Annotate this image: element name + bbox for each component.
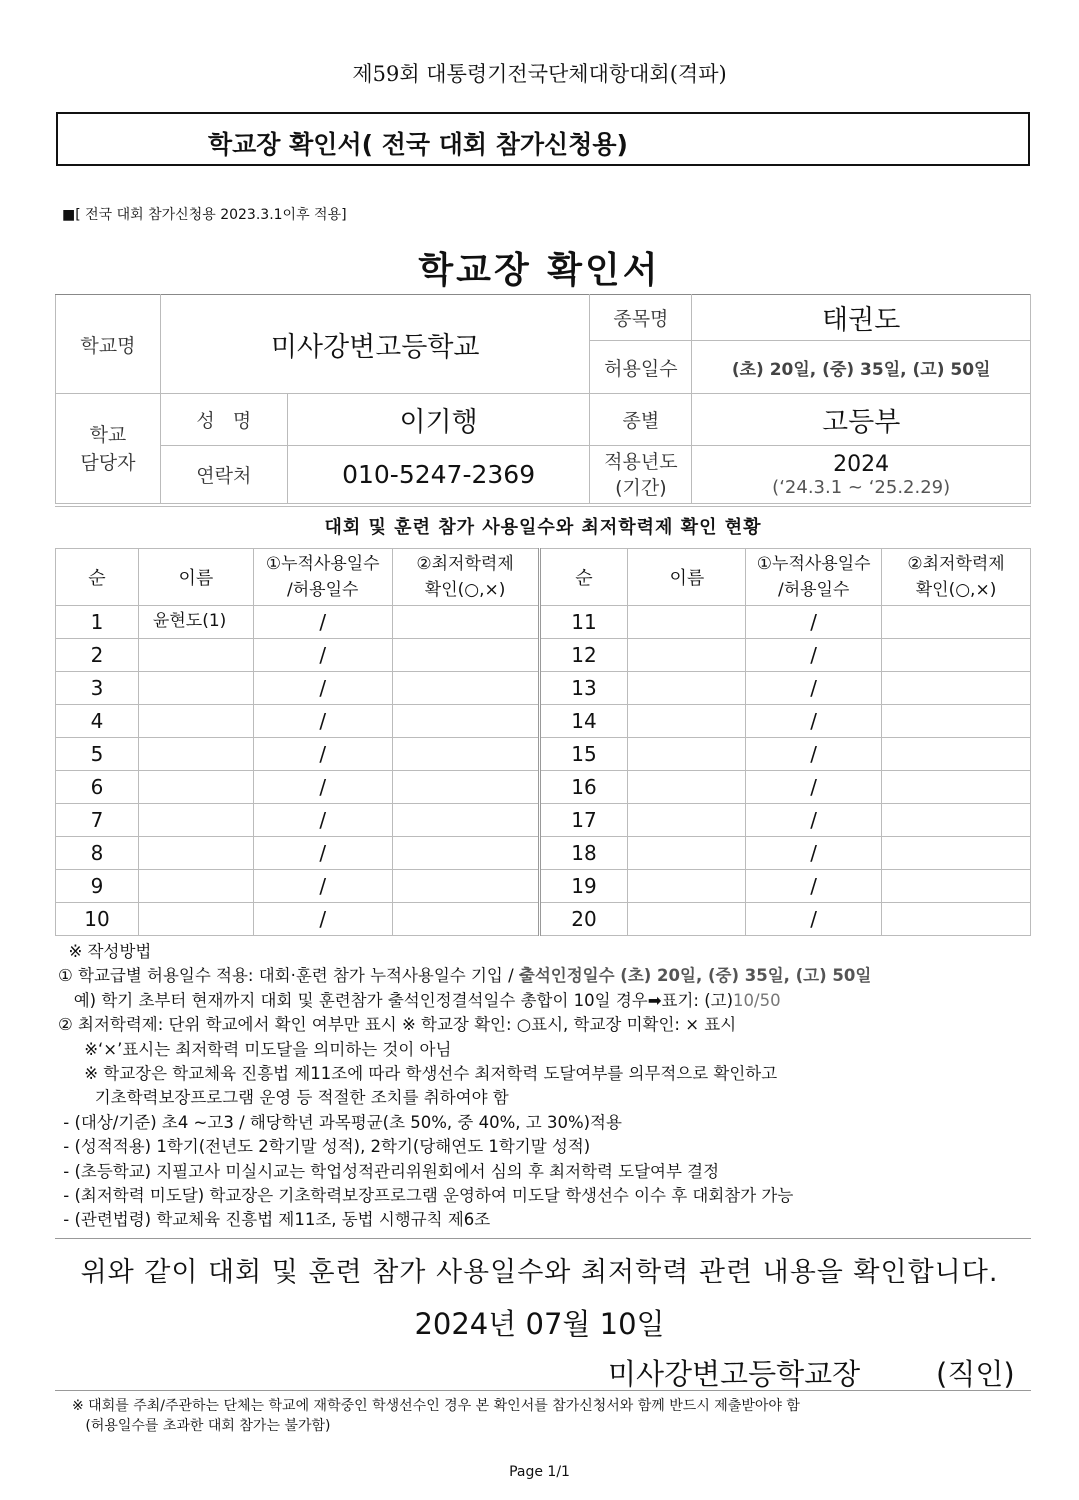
divider [55,1390,1031,1391]
sign-date: 2024년 07월 10일 [414,1307,665,1341]
table-row [56,903,1031,936]
row-check [882,903,1031,936]
row-days: / [253,870,392,903]
row-days: / [253,672,392,705]
note-item [58,964,871,988]
note-item: 기초학력보장프로그램 운영 등 적절한 조치를 취하여야 함 [58,1088,509,1108]
col-check-right: ②최저학력제 확인(○,×) [882,549,1031,606]
row-check [882,771,1031,804]
table-row [56,606,1031,639]
row-name [138,870,253,903]
col-days: ①누적사용일수 /허용일수 [253,549,392,606]
row-check [392,837,539,870]
row-days: / [253,903,392,936]
row-no: 4 [56,705,139,738]
note-item: - (초등학교) 지필고사 미실시교는 학업성적관리위원회에서 심의 후 최저학력 도달여부 결정 [58,1161,720,1181]
year-value: 2024 [833,451,890,477]
row-no: 20 [539,903,628,936]
table-row [56,837,1031,870]
row-check [882,804,1031,837]
row-name [138,804,253,837]
col-days-right: ①누적사용일수 /허용일수 [746,549,882,606]
row-days: / [746,870,882,903]
row-days: / [746,903,882,936]
row-name [628,903,746,936]
category-label: 종별 [590,394,692,446]
table-row [56,705,1031,738]
confirmation-text: 위와 같이 대회 및 훈련 참가 사용일수와 최저학력 관련 내용을 확인합니다. [80,1257,999,1288]
note-item: - (성적적용) 1학기(전년도 2학기말 성적), 2학기(당해연도 1학기말 성적) [58,1137,591,1157]
row-check [392,804,539,837]
row-name [138,672,253,705]
note-item: - (대상/기준) 초4 ~고3 / 해당학년 과목평균(초 50%, 중 40%, 고 30%)적용 [58,1112,622,1132]
row-name [138,738,253,771]
row-check [392,606,539,639]
row-name [138,903,253,936]
row-check [882,672,1031,705]
row-check [882,870,1031,903]
note-item: - (최저학력 미도달) 학교장은 기초학력보장프로그램 운영하여 미도달 학생선수 이수 후 대회참가 가능 [58,1186,794,1206]
period-value: (‘24.3.1 ~ ‘25.2.29) [772,476,951,498]
year-label: 적용년도 (기간) [590,446,692,504]
row-name [628,606,746,639]
row-check [882,606,1031,639]
principal-name: 미사강변고등학교장 [608,1357,861,1391]
seal-label: (직인) [936,1357,1015,1391]
col-no-right: 순 [539,549,628,606]
col-check: ②최저학력제 확인(○,×) [392,549,539,606]
row-no: 8 [56,837,139,870]
row-check [392,705,539,738]
row-days: / [746,837,882,870]
row-days: / [253,837,392,870]
row-no: 5 [56,738,139,771]
row-check [392,903,539,936]
table-row [56,804,1031,837]
name-value: 이기행 [287,394,590,446]
year-cell [692,446,1031,504]
row-no: 19 [539,870,628,903]
row-check [882,705,1031,738]
allowed-days-label: 허용일수 [590,341,692,394]
divider [55,1238,1031,1239]
row-name [138,705,253,738]
col-name-right: 이름 [628,549,746,606]
row-no: 10 [56,903,139,936]
category-value: 고등부 [692,394,1031,446]
row-days: / [253,804,392,837]
row-days: / [746,771,882,804]
writing-instructions [58,940,871,1233]
row-name [628,639,746,672]
row-name: 윤현도(1) [138,606,253,639]
row-days: / [253,606,392,639]
row-no: 1 [56,606,139,639]
title-box [56,112,1030,166]
row-no: 18 [539,837,628,870]
table-row [56,771,1031,804]
row-days: / [746,738,882,771]
footer-note-line: ※ 대회를 주최/주관하는 단체는 학교에 재학중인 학생선수인 경우 본 확인서를 참가신청서와 함께 반드시 제출받아야 함 [72,1398,800,1414]
row-no: 16 [539,771,628,804]
notice-line: ■[ 전국 대회 참가신청용 2023.3.1이후 적용] [62,207,347,223]
row-no: 13 [539,672,628,705]
event-value: 태권도 [692,295,1031,341]
note-item [58,989,871,1013]
row-check [392,672,539,705]
row-no: 3 [56,672,139,705]
row-days: / [746,804,882,837]
col-name: 이름 [138,549,253,606]
row-no: 2 [56,639,139,672]
row-name [628,705,746,738]
note-text: 예) 학기 초부터 현재까지 대회 및 훈련참가 출석인정결석일수 총합이 10일 경우➡표기: (고) [58,990,734,1010]
row-name [628,837,746,870]
row-days: / [746,705,882,738]
row-name [138,771,253,804]
note-highlight: 출석인정일수 (초) 20일, (중) 35일, (고) 50일 [518,966,872,986]
table-row [56,639,1031,672]
page-number: Page 1/1 [509,1464,570,1480]
row-name [628,738,746,771]
row-no: 6 [56,771,139,804]
row-no: 15 [539,738,628,771]
row-name [628,672,746,705]
note-item: ② 최저학력제: 단위 학교에서 확인 여부만 표시 ※ 학교장 확인: ○표시, 학교장 미확인: × 표시 [58,1015,737,1035]
row-no: 14 [539,705,628,738]
row-days: / [253,705,392,738]
row-days: / [253,639,392,672]
note-item: - (관련법령) 학교체육 진흥법 제11조, 동법 시행규칙 제6조 [58,1210,491,1230]
row-days: / [746,672,882,705]
row-no: 9 [56,870,139,903]
row-name [138,837,253,870]
row-days: / [746,606,882,639]
table-row [56,870,1031,903]
contact-value: 010-5247-2369 [287,446,590,504]
allowed-days-value: (초) 20일, (중) 35일, (고) 50일 [692,341,1031,394]
row-name [628,804,746,837]
row-days: / [253,771,392,804]
row-check [392,738,539,771]
row-name [628,771,746,804]
row-check [882,639,1031,672]
row-days: / [253,738,392,771]
name-label: 성 명 [160,394,287,446]
row-name [628,870,746,903]
row-check [392,771,539,804]
school-value: 미사강변고등학교 [160,295,590,394]
contact-label: 연락처 [160,446,287,504]
row-no: 12 [539,639,628,672]
row-no: 17 [539,804,628,837]
note-example-value: 10/50 [733,990,781,1010]
participant-table [55,548,1031,936]
row-no: 11 [539,606,628,639]
row-check [392,870,539,903]
section-title: 대회 및 훈련 참가 사용일수와 최저학력제 확인 현황 [55,506,1031,549]
notes-heading: ※ 작성방법 [58,942,152,961]
school-label: 학교명 [56,295,161,394]
event-label: 종목명 [590,295,692,341]
footer-note [72,1396,800,1436]
note-text: ① 학교급별 허용일수 적용: 대회·훈련 참가 누적사용일수 기입 / [58,966,519,986]
row-name [138,639,253,672]
footer-note-line: (허용일수를 초과한 대회 참가는 불가함) [72,1418,331,1434]
note-item: ※‘×’표시는 최저학력 미도달을 의미하는 것이 아님 [58,1039,452,1059]
table-row [56,738,1031,771]
box-title: 학교장 확인서( 전국 대회 참가신청용) [208,130,628,159]
row-days: / [746,639,882,672]
row-check [882,738,1031,771]
page-title: 학교장 확인서 [418,250,661,291]
row-no: 7 [56,804,139,837]
col-no: 순 [56,549,139,606]
note-item: ※ 학교장은 학교체육 진흥법 제11조에 따라 학생선수 최저학력 도달여부를 의무적으로 확인하고 [58,1064,778,1084]
school-info-table [55,294,1031,504]
row-check [392,639,539,672]
table-row [56,672,1031,705]
row-check [882,837,1031,870]
manager-label: 학교 담당자 [56,394,161,504]
event-title: 제59회 대통령기전국단체대항대회(격파) [352,62,727,86]
